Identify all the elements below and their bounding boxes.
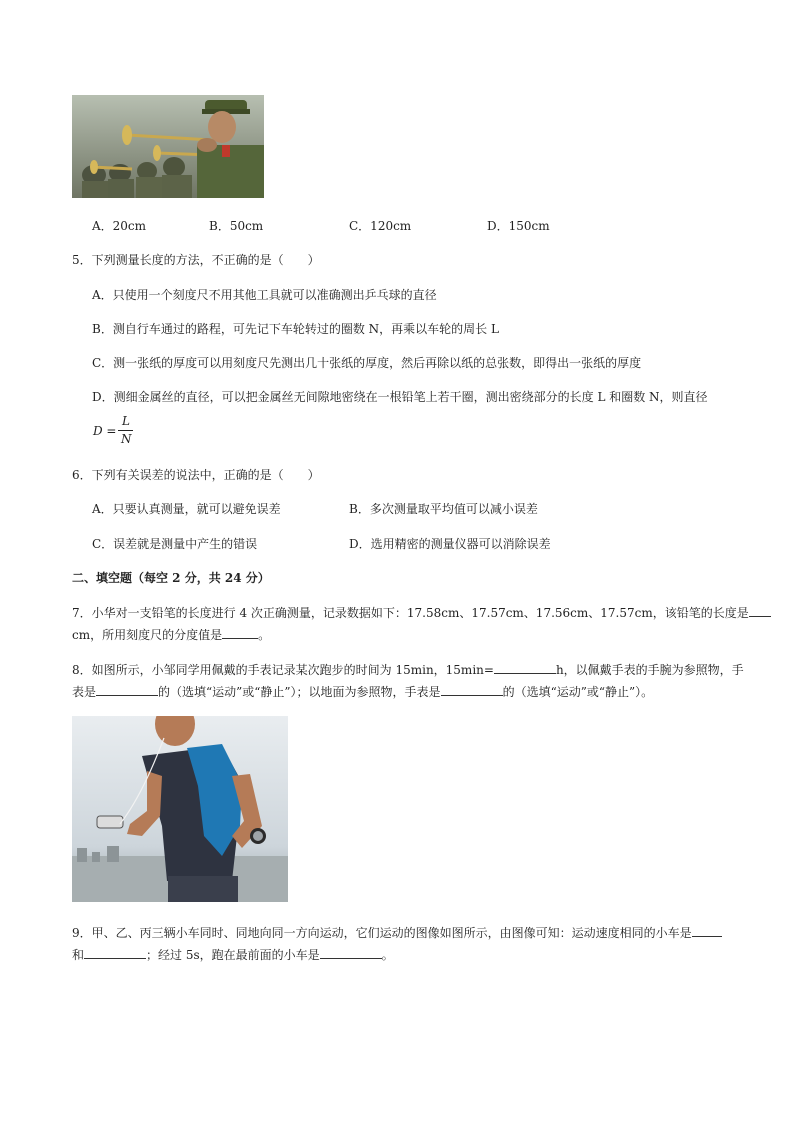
q5-formula-fraction-bar (118, 430, 133, 431)
q6-option-a: A．只要认真测量，就可以避免误差 (92, 502, 281, 516)
q4-option-c: C．120cm (349, 219, 412, 233)
q7-text-1: 7．小华对一支铅笔的长度进行 4 次正确测量，记录数据如下：17.58cm、17.57cm、17.56cm、17.57cm，该铅笔的长度是 (72, 606, 749, 620)
q8-blank-ground-frame[interactable] (441, 683, 503, 696)
q7-text-3: 。 (258, 628, 271, 642)
q5-formula-lhs: D = (93, 424, 117, 438)
q7-text-2: cm，所用刻度尺的分度值是 (72, 628, 223, 642)
q8-text-4: 的（选填“运动”或“静止”）；以地面为参照物，手表是 (158, 685, 441, 699)
section-heading-fill-in: 二、填空题（每空 2 分，共 24 分） (72, 571, 270, 585)
q8-blank-wrist-frame[interactable] (96, 683, 158, 696)
q5-formula-numerator: L (122, 414, 130, 428)
q8-text-2: h，以佩戴手表的手腕为参照物，手 (555, 663, 744, 677)
q5-option-c: C．测一张纸的厚度可以用刻度尺先测出几十张纸的厚度，然后再除以纸的总张数，即得出一张纸的厚度 (92, 356, 642, 370)
q5-option-b: B．测自行车通过的路程，可先记下车轮转过的圈数 N，再乘以车轮的周长 L (92, 322, 499, 336)
q8-text-3: 表是 (72, 685, 97, 699)
runner-with-watch-photo (72, 716, 288, 902)
q8-blank-hours[interactable] (494, 661, 556, 674)
q6-option-d: D．选用精密的测量仪器可以消除误差 (349, 537, 551, 551)
q9-line1 (72, 924, 722, 941)
q7-blank-length[interactable] (749, 604, 771, 617)
q7-line1 (72, 604, 771, 621)
q4-option-a: A．20cm (92, 219, 147, 233)
q6-option-c: C．误差就是测量中产生的错误 (92, 537, 258, 551)
q9-text-2: 和 (72, 948, 85, 962)
q9-text-4: 。 (381, 948, 394, 962)
q8-line1 (72, 661, 744, 678)
q9-blank-car-2[interactable] (84, 946, 146, 959)
q5-stem: 5．下列测量长度的方法，不正确的是（ ） (72, 253, 320, 267)
q7-blank-division[interactable] (222, 626, 258, 639)
q4-option-d: D．150cm (487, 219, 550, 233)
q9-text-1: 9．甲、乙、丙三辆小车同时、同地向同一方向运动，它们运动的图像如图所示，由图像可知：运动速度相同的小车是 (72, 926, 692, 940)
q6-option-b: B．多次测量取平均值可以减小误差 (349, 502, 538, 516)
q8-text-1: 8．如图所示，小邹同学用佩戴的手表记录某次跑步的时间为 15min，15min= (72, 663, 494, 677)
q5-formula-denominator: N (121, 432, 132, 446)
q9-line2 (72, 946, 394, 963)
q9-blank-car-1[interactable] (692, 924, 722, 937)
q5-option-a: A．只使用一个刻度尺不用其他工具就可以准确测出乒乓球的直径 (92, 288, 437, 302)
q6-stem: 6．下列有关误差的说法中，正确的是（ ） (72, 468, 320, 482)
q5-option-d: D．测细金属丝的直径，可以把金属丝无间隙地密绕在一根铅笔上若干圈，测出密绕部分的长度 L 和圈数 N，则直径 (92, 390, 708, 404)
q8-line2 (72, 683, 653, 700)
q8-text-5: 的（选填“运动”或“静止”）。 (502, 685, 654, 699)
q9-text-3: ；经过 5s，跑在最前面的小车是 (146, 948, 320, 962)
trumpet-soldiers-photo (72, 95, 264, 198)
q4-option-b: B．50cm (209, 219, 264, 233)
q7-line2 (72, 626, 270, 643)
q9-blank-front-car[interactable] (320, 946, 382, 959)
